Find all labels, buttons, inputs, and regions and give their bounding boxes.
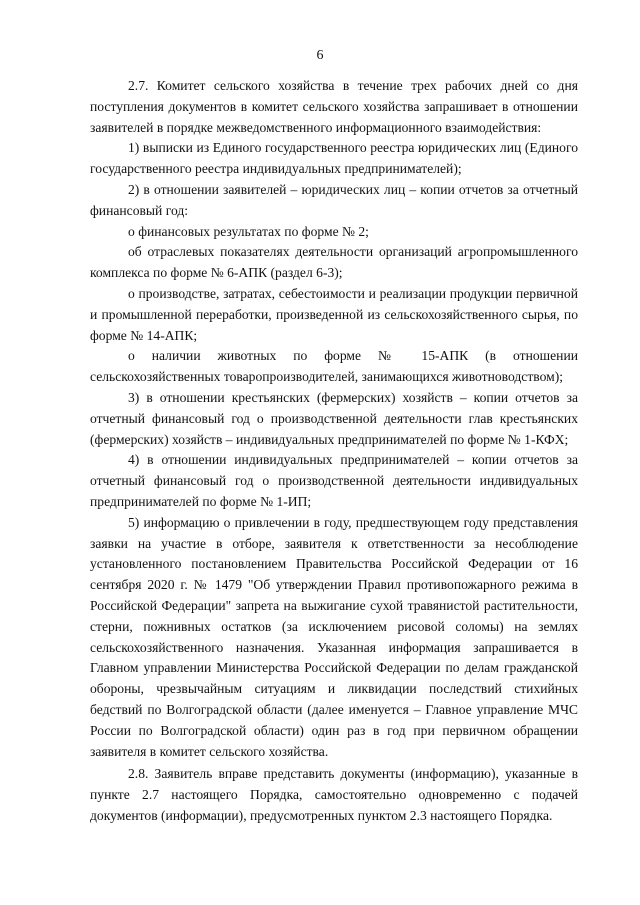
page-number: 6 — [316, 48, 324, 63]
sub-item-form-14-apk: о производстве, затратах, себестоимости и реализации продукции первичной и промышленной переработки, произведенной из сельскохозяйственного сырья, по форме № 14-АПК; — [90, 285, 578, 343]
list-item-5: 5) информацию о привлечении в году, предшествующем году представления заявки на участие в отборе, заявителя к ответственности за несоблюдение установленного постановлением Правительства Российской Федерации от 16 сентября 2020 г. № 1479 "Об утверждении Правил противопожарного режима в Российской Федерации" запрета на выжигание сухой травянистой растительности, стерни, пожнивных остатков (за исключением рисовой соломы) на землях сельскохозяйственного назначения. Указанная информация запрашивается в Главном управлении Министерства Российской Федерации по делам гражданской обороны, чрезвычайным ситуациям и ликвидации последствий стихийных бедствий по Волгоградской области (далее именуется – Главное управление МЧС России по Волгоградской области) один раз в год при первичном обращении заявителя в комитет сельского хозяйства. — [90, 514, 578, 759]
paragraph-2-7: 2.7. Комитет сельского хозяйства в течение трех рабочих дней со дня поступления документов в комитет сельского хозяйства запрашивает в отношении заявителей в порядке межведомственного информационного взаимодействия: — [90, 78, 578, 135]
paragraph-2-8: 2.8. Заявитель вправе представить документы (информацию), указанные в пункте 2.7 настоящего Порядка, самостоятельно одновременно с подачей документов (информации), предусмотренных пунктом 2.3 настоящего Порядка. — [90, 766, 578, 823]
sub-item-form-2: о финансовых результатах по форме № 2; — [128, 223, 369, 239]
list-item-2: 2) в отношении заявителей – юридических лиц – копии отчетов за отчетный финансовый год: — [90, 181, 578, 218]
document-body — [90, 76, 578, 827]
list-item-4: 4) в отношении индивидуальных предпринимателей – копии отчетов за отчетный финансовый год о производственной деятельности индивидуальных предпринимателей по форме № 1-ИП; — [90, 452, 578, 509]
sub-item-form-6-apk: об отраслевых показателях деятельности организаций агропромышленного комплекса по форме № 6-АПК (раздел 6-3); — [90, 244, 578, 281]
list-item-3: 3) в отношении крестьянских (фермерских) хозяйств – копии отчетов за отчетный финансовый год о производственной деятельности глав крестьянских (фермерских) хозяйств – индивидуальных предпринимателей по форме № 1-КФХ; — [90, 389, 578, 447]
list-item-1: 1) выписки из Единого государственного реестра юридических лиц (Единого государственного реестра индивидуальных предпринимателей); — [90, 140, 578, 177]
sub-item-form-15-apk: о наличии животных по форме № 15-АПК (в отношении сельскохозяйственных товаропроизводителей, занимающихся животноводством); — [90, 348, 578, 385]
